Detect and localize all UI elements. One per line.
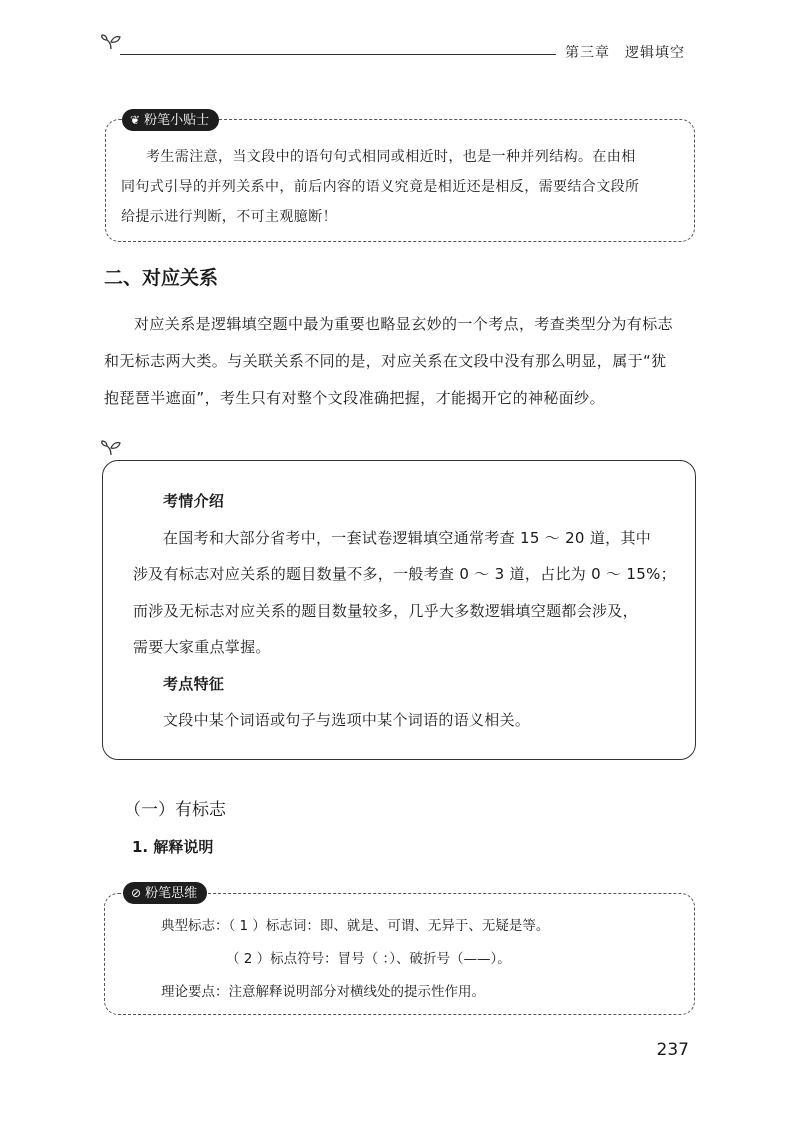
section-heading: 二、对应关系 (104, 267, 219, 289)
sprout-icon (100, 34, 122, 50)
thinking-tag (123, 882, 207, 904)
tip-line: 同句式引导的并列关系中，前后内容的语义究竟是相近还是相反，需要结合文段所 (121, 179, 640, 195)
paragraph-line: 抱琵琶半遮面”，考生只有对整个文段准确把握，才能揭开它的神秘面纱。 (104, 389, 605, 407)
exam-info-heading: 考情介绍 (163, 492, 225, 510)
tip-line: 给提示进行判断，不可主观臆断！ (121, 209, 337, 225)
exam-info-line: 而涉及无标志对应关系的题目数量较多，几乎大多数逻辑填空题都会涉及， (133, 601, 638, 620)
sprout-icon: ❦ (130, 113, 141, 127)
paragraph-line: 和无标志两大类。与关联关系不同的是，对应关系在文段中没有那么明显，属于“犹 (104, 352, 667, 370)
sprout-icon (100, 440, 122, 456)
thinking-tag-label: 粉笔思维 (145, 886, 198, 901)
tip-text (121, 142, 686, 232)
pencil-circle-icon: ⊘ (131, 886, 142, 900)
exam-info-content (133, 483, 676, 739)
thinking-content (161, 910, 549, 1009)
chapter-title: 第三章 逻辑填空 (565, 45, 685, 61)
header-rule (120, 54, 556, 55)
tip-tag-label: 粉笔小贴士 (144, 113, 210, 128)
thinking-line: 理论要点：注意解释说明部分对横线处的提示性作用。 (161, 984, 485, 1000)
exam-info-line: 在国考和大部分省考中，一套试卷逻辑填空通常考查 15 ～ 20 道，其中 (163, 528, 652, 547)
tip-line: 考生需注意，当文段中的语句句式相同或相近时，也是一种并列结构。在由相 (146, 149, 636, 165)
subsection-subheading: 1. 解释说明 (132, 838, 214, 856)
exam-feature-heading: 考点特征 (163, 674, 225, 693)
thinking-box (104, 893, 695, 1015)
subsection-heading: （一）有标志 (124, 800, 226, 820)
exam-info-line: 涉及有标志对应关系的题目数量不多，一般考查 0 ～ 3 道，占比为 0 ～ 15%； (133, 565, 676, 583)
section-paragraph (104, 306, 694, 417)
exam-info-line: 需要大家重点掌握。 (133, 638, 271, 656)
paragraph-line: 对应关系是逻辑填空题中最为重要也略显玄妙的一个考点，考查类型分为有标志 (134, 315, 674, 333)
thinking-line: 典型标志：（ 1 ）标志词：即、就是、可谓、无异于、无疑是等。 (161, 918, 550, 934)
tip-box (105, 119, 695, 242)
tip-tag (122, 109, 219, 131)
page-number: 237 (656, 1040, 689, 1060)
thinking-line: （ 2 ）标点符号：冒号（ ：）、破折号（——）。 (226, 951, 511, 967)
exam-feature-line: 文段中某个词语或句子与选项中某个词语的语义相关。 (163, 711, 531, 729)
exam-info-box (102, 460, 696, 760)
